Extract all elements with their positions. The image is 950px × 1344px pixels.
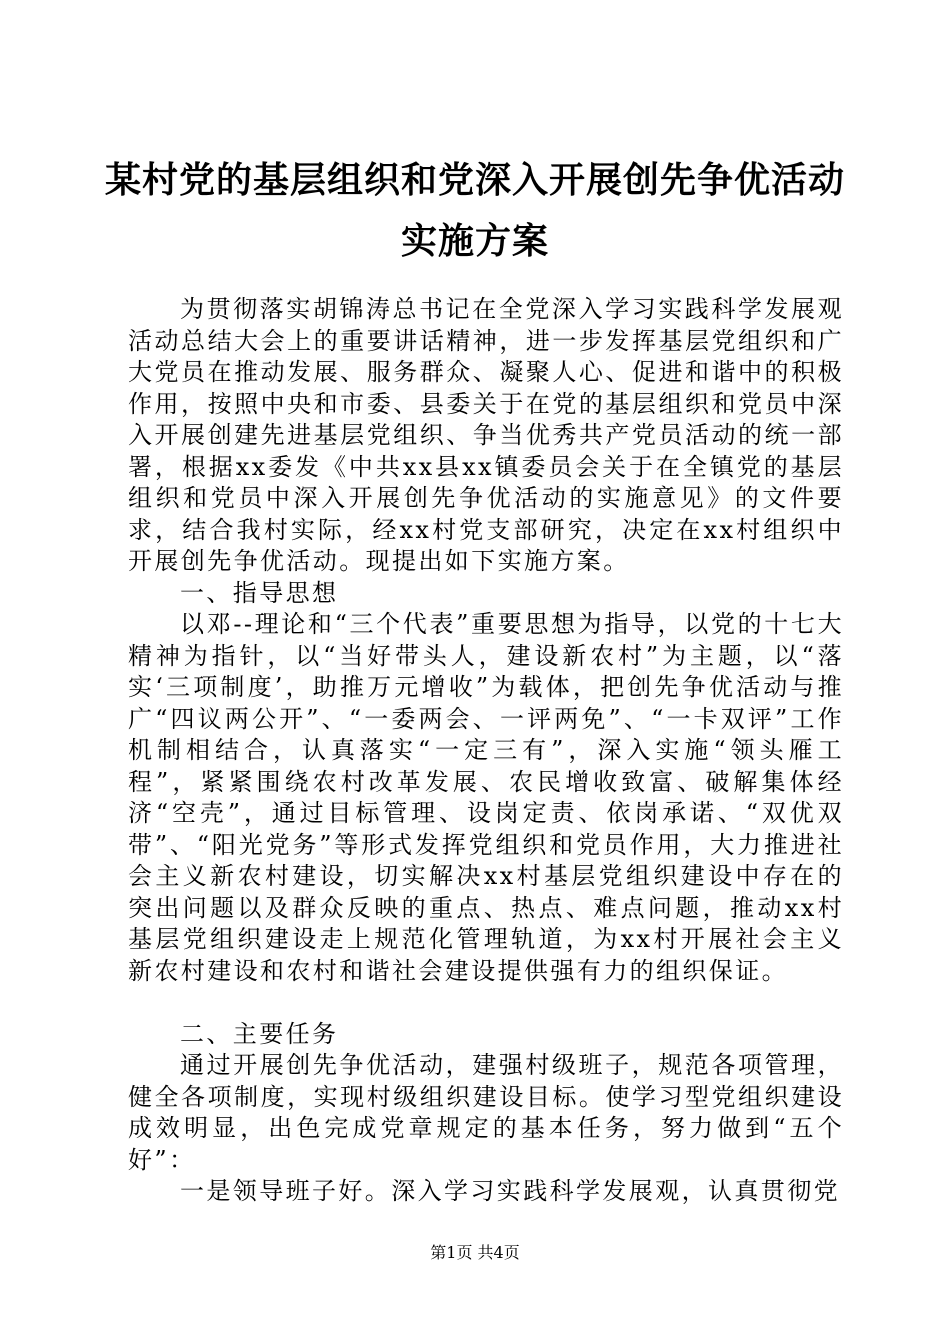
- intro-paragraph: 为贯彻落实胡锦涛总书记在全党深入学习实践科学发展观活动总结大会上的重要讲话精神，进一步发挥基层党组织和广大党员在推动发展、服务群众、凝聚人心、促进和谐中的积极作用，按照中央和市委、县委关于在党的基层组织和党员中深入开展创建先进基层党组织、争当优秀共产党员活动的统一部署，根据xx委发《中共xx县xx镇委员会关于在全镇党的基层组织和党员中深入开展创先争优活动的实施意见》的文件要求，结合我村实际，经xx村党支部研究，决定在xx村组织中开展创先争优活动。现提出如下实施方案。: [128, 295, 844, 575]
- section-heading-guiding-thought: 一、指导思想: [180, 578, 339, 607]
- document-title-line-1: 某村党的基层组织和党深入开展创先争优活动: [104, 159, 845, 201]
- main-tasks-paragraph: 通过开展创先争优活动，建强村级班子，规范各项管理，健全各项制度，实现村级组织建设目标。使学习型党组织建设成效明显，出色完成党章规定的基本任务，努力做到“五个好”：: [128, 1051, 844, 1174]
- paragraph-spacer: [128, 987, 844, 1019]
- document-title-line-2: 实施方案: [400, 220, 549, 262]
- leadership-team-paragraph: 一是领导班子好。深入学习实践科学发展观，认真贯彻党: [180, 1177, 840, 1205]
- guiding-thought-paragraph: 以邓--理论和“三个代表”重要思想为指导，以党的十七大精神为指针，以“当好带头人，建设新农村”为主题，以“落实‘三项制度’，助推万元增收”为载体，把创先争优活动与推广“四议两公开”、“一委两会、一评两免”、“一卡双评”工作机制相结合，认真落实“一定三有”，深入实施“领头雁工程”，紧紧围绕农村改革发展、农民增收致富、破解集体经济“空壳”，通过目标管理、设岗定责、依岗承诺、“双优双带”、“阳光党务”等形式发挥党组织和党员作用，大力推进社会主义新农村建设，切实解决xx村基层党组织建设中存在的突出问题以及群众反映的重点、热点、难点问题，推动xx村基层党组织建设走上规范化管理轨道，为xx村开展社会主义新农村建设和农村和谐社会建设提供强有力的组织保证。: [128, 610, 844, 985]
- section-heading-main-tasks: 二、主要任务: [180, 1019, 339, 1048]
- document-body: [128, 294, 844, 1208]
- page-number-footer: 第1页 共4页: [430, 1243, 520, 1262]
